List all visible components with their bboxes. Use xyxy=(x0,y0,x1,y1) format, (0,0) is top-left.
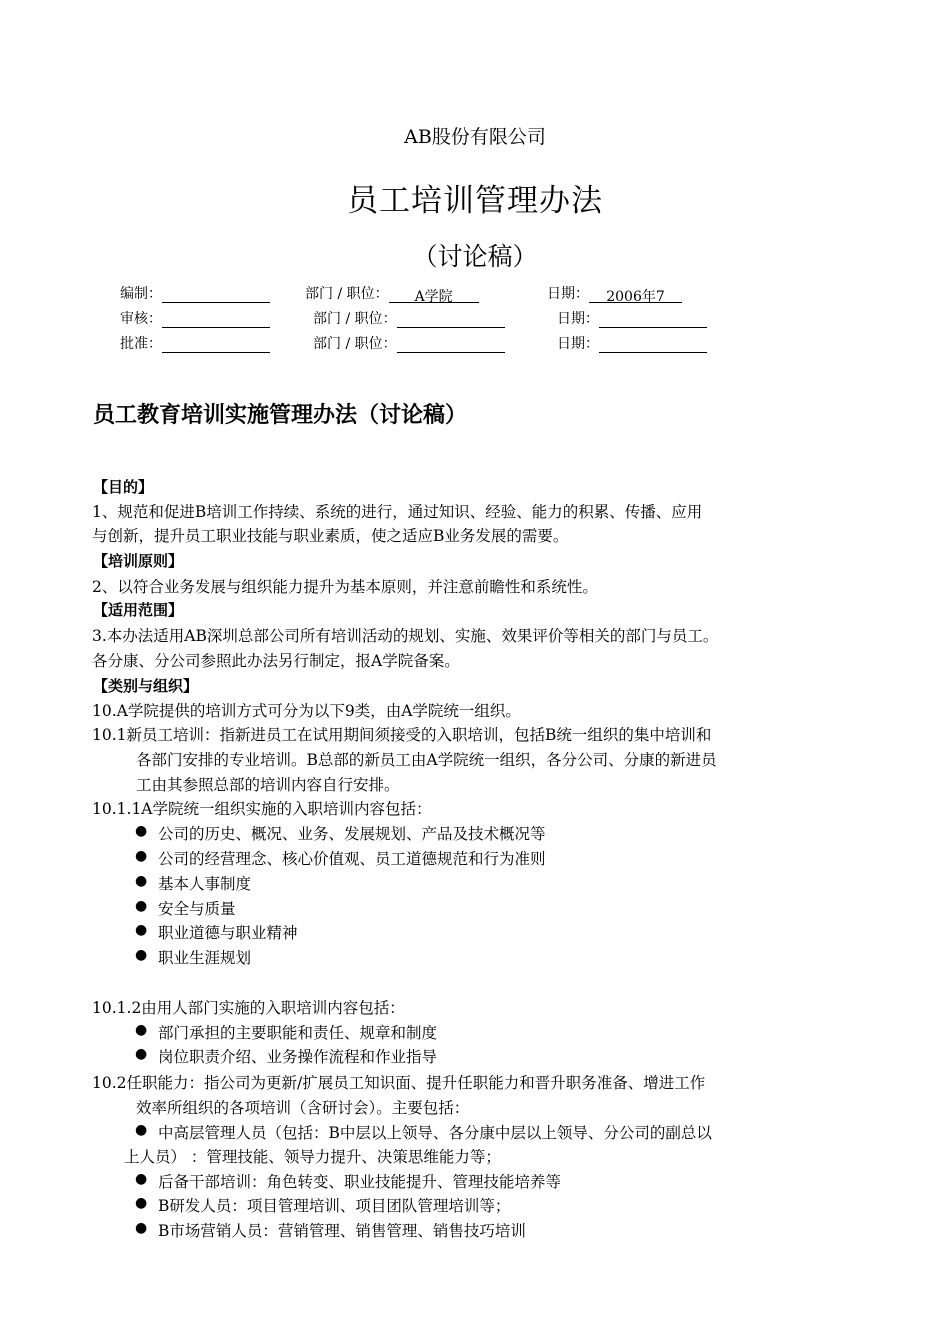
meta-row-dept-2 xyxy=(313,308,505,328)
paragraph-10: 10.A学院提供的培训方式可分为以下9类，由A学院统一组织。 xyxy=(92,702,521,720)
scope-line-1: 3.本办法适用AB深圳总部公司所有培训活动的规划、实施、效果评价等相关的部门与员工。 xyxy=(92,627,719,645)
meta-label: 日期： xyxy=(557,336,599,352)
list-item: 公司的历史、概况、业务、发展规划、产品及技术概况等 xyxy=(158,825,546,843)
paragraph-10-1-line-3: 工由其参照总部的培训内容自行安排。 xyxy=(136,776,400,794)
meta-label: 批准： xyxy=(120,336,162,352)
list-item: B市场营销人员：营销管理、销售管理、销售技巧培训 xyxy=(158,1222,526,1240)
paragraph-10-1-2: 10.1.2由用人部门实施的入职培训内容包括： xyxy=(92,999,405,1017)
meta-row-date-2 xyxy=(557,308,707,328)
list-item-continuation: 上人员） ：管理技能、领导力提升、决策思维能力等； xyxy=(124,1148,501,1166)
bullet-icon: ● xyxy=(135,1022,148,1038)
meta-row-dept-1 xyxy=(305,283,479,303)
list-item: 后备干部培训：角色转变、职业技能提升、管理技能培养等 xyxy=(158,1173,562,1191)
category-heading: 【类别与组织】 xyxy=(93,677,199,695)
list-item: 公司的经营理念、核心价值观、员工道德规范和行为准则 xyxy=(158,850,546,868)
list-item: 职业道德与职业精神 xyxy=(158,924,298,942)
bullet-icon: ● xyxy=(135,848,148,864)
document-subtitle: （讨论稿） xyxy=(412,242,538,271)
meta-row-approve xyxy=(120,333,270,353)
scope-heading: 【适用范围】 xyxy=(93,601,184,619)
bullet-icon: ● xyxy=(135,947,148,963)
purpose-line-2: 与创新，提升员工职业技能与职业素质，使之适应B业务发展的需要。 xyxy=(92,527,569,545)
dept-line xyxy=(397,311,505,328)
meta-label: 日期： xyxy=(557,311,599,327)
company-name: AB股份有限公司 xyxy=(404,126,546,148)
bullet-icon: ● xyxy=(135,873,148,889)
meta-label: 日期： xyxy=(547,286,589,302)
bullet-icon: ● xyxy=(135,1220,148,1236)
bullet-icon: ● xyxy=(135,1171,148,1187)
signature-line xyxy=(162,336,270,353)
meta-row-date-3 xyxy=(557,333,707,353)
meta-row-date-1 xyxy=(547,283,682,303)
meta-label: 部门 / 职位： xyxy=(313,311,397,327)
list-item: 部门承担的主要职能和责任、规章和制度 xyxy=(158,1024,438,1042)
paragraph-10-2-line-1: 10.2任职能力：指公司为更新/扩展员工知识面、提升任职能力和晋升职务准备、增进工作 xyxy=(92,1074,706,1092)
bullet-icon: ● xyxy=(135,922,148,938)
list-item: B研发人员：项目管理培训、项目团队管理培训等； xyxy=(158,1197,511,1215)
meta-row-dept-3 xyxy=(313,333,505,353)
dept-value: A学院 xyxy=(389,286,479,303)
paragraph-10-1-line-2: 各部门安排的专业培训。B总部的新员工由A学院统一组织，各分公司、分康的新进员 xyxy=(136,751,717,769)
meta-label: 部门 / 职位： xyxy=(305,286,389,302)
document-title: 员工培训管理办法 xyxy=(347,183,603,219)
signature-line xyxy=(162,311,270,328)
meta-row-review xyxy=(120,308,270,328)
list-item: 岗位职责介绍、业务操作流程和作业指导 xyxy=(158,1048,438,1066)
meta-label: 编制： xyxy=(120,286,162,302)
bullet-icon: ● xyxy=(135,1195,148,1211)
list-item: 职业生涯规划 xyxy=(158,949,252,967)
purpose-line-1: 1、规范和促进B培训工作持续、系统的进行，通过知识、经验、能力的积累、传播、应用 xyxy=(92,503,703,521)
date-line xyxy=(599,311,707,328)
meta-row-compiled xyxy=(120,283,270,303)
meta-label: 审核： xyxy=(120,311,162,327)
meta-label: 部门 / 职位： xyxy=(313,336,397,352)
list-item: 中高层管理人员（包括：B中层以上领导、各分康中层以上领导、分公司的副总以 xyxy=(158,1124,712,1142)
principle-heading: 【培训原则】 xyxy=(93,552,184,570)
section-title: 员工教育培训实施管理办法（讨论稿） xyxy=(93,403,468,428)
paragraph-10-1-line-1: 10.1新员工培训：指新进员工在试用期间须接受的入职培训，包括B统一组织的集中培训和 xyxy=(92,726,712,744)
bullet-icon: ● xyxy=(135,1046,148,1062)
bullet-icon: ● xyxy=(135,823,148,839)
paragraph-10-2-line-2: 效率所组织的各项培训（含研讨会）。主要包括： xyxy=(136,1099,470,1117)
principle-line-1: 2、以符合业务发展与组织能力提升为基本原则，并注意前瞻性和系统性。 xyxy=(92,578,598,596)
paragraph-10-1-1: 10.1.1A学院统一组织实施的入职培训内容包括： xyxy=(92,800,432,818)
list-item: 基本人事制度 xyxy=(158,875,252,893)
date-value: 2006年7 xyxy=(589,286,682,303)
date-line xyxy=(599,336,707,353)
scope-line-2: 各分康、分公司参照此办法另行制定，报A学院备案。 xyxy=(92,652,460,670)
bullet-icon: ● xyxy=(135,1122,148,1138)
list-item: 安全与质量 xyxy=(158,900,236,918)
signature-line xyxy=(162,286,270,303)
purpose-heading: 【目的】 xyxy=(93,478,154,496)
bullet-icon: ● xyxy=(135,898,148,914)
dept-line xyxy=(397,336,505,353)
